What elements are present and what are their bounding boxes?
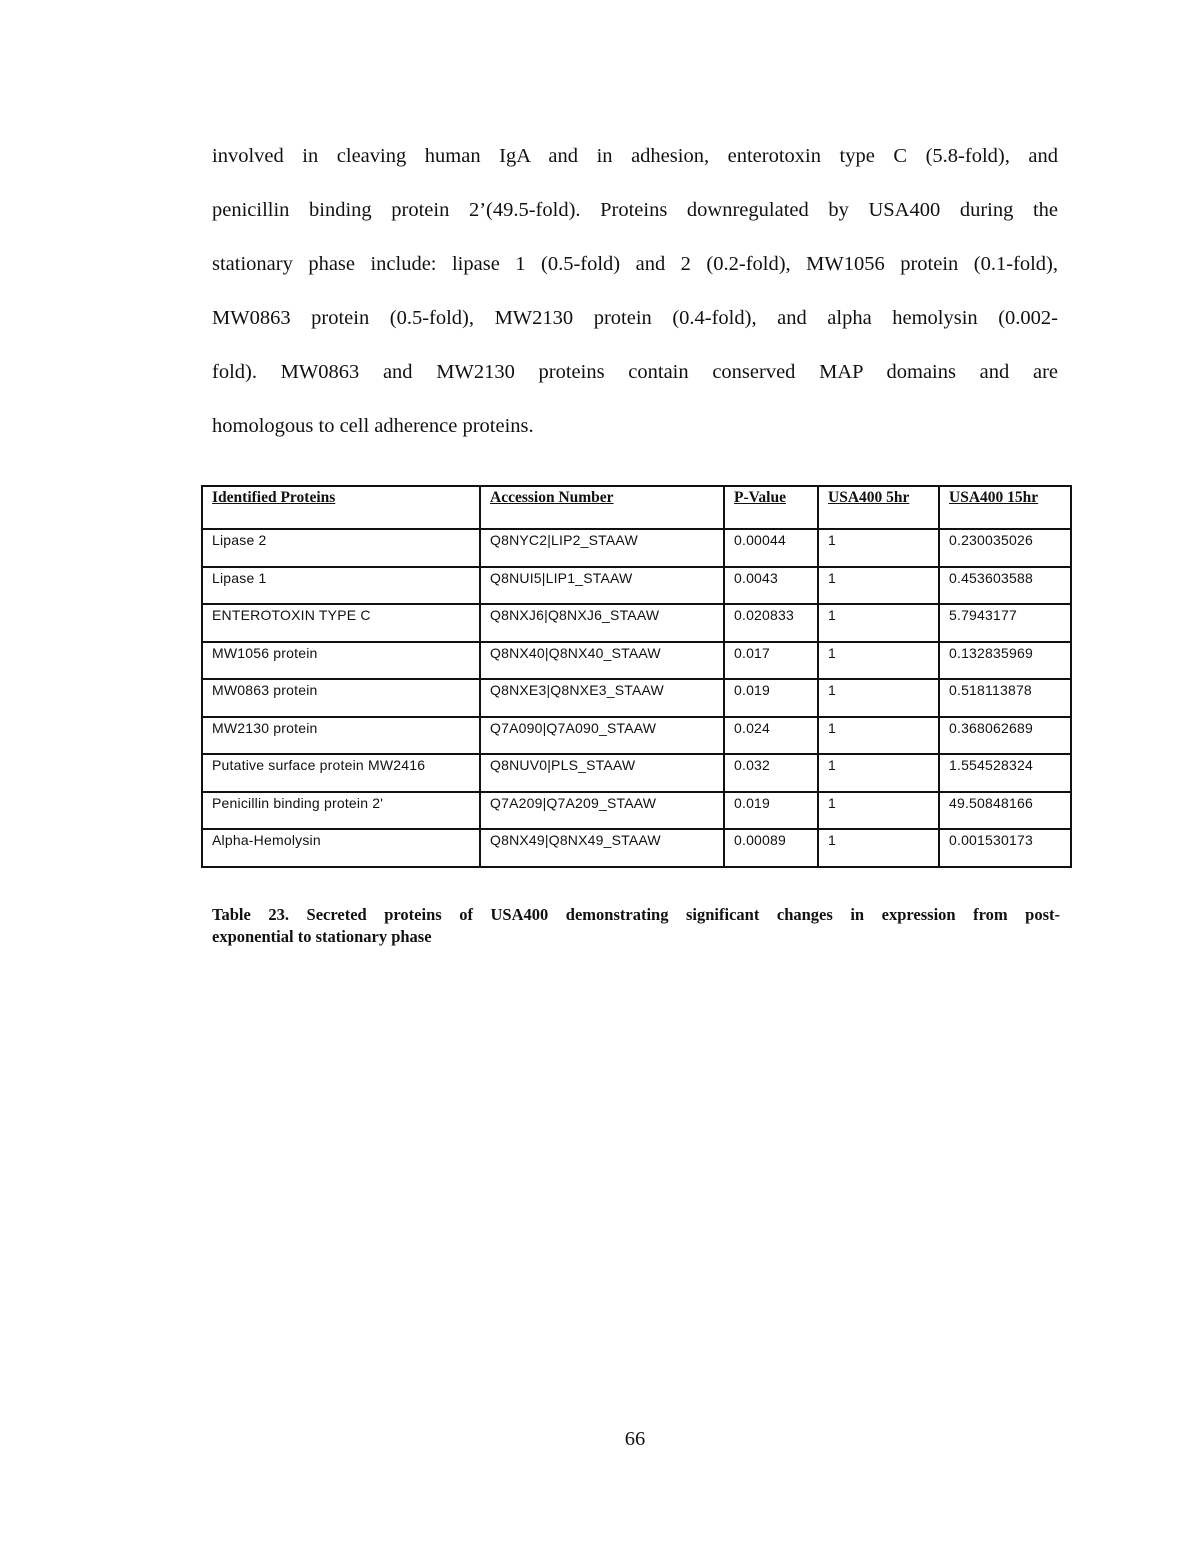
protein-name-cell: Putative surface protein MW2416 bbox=[202, 754, 480, 792]
accession-number-cell: Q8NXE3|Q8NXE3_STAAW bbox=[480, 679, 724, 717]
usa400-15hr-cell: 1.554528324 bbox=[939, 754, 1071, 792]
p-value-cell: 0.0043 bbox=[724, 567, 818, 605]
table-body bbox=[202, 529, 1071, 867]
usa400-5hr-cell: 1 bbox=[818, 642, 939, 680]
accession-number-cell: Q7A090|Q7A090_STAAW bbox=[480, 717, 724, 755]
protein-name-cell: MW0863 protein bbox=[202, 679, 480, 717]
usa400-15hr-cell: 0.368062689 bbox=[939, 717, 1071, 755]
usa400-15hr-cell: 0.001530173 bbox=[939, 829, 1071, 867]
column-header-usa400-5hr: USA400 5hr bbox=[818, 486, 939, 529]
column-header-usa400-15hr: USA400 15hr bbox=[939, 486, 1071, 529]
usa400-15hr-cell: 0.453603588 bbox=[939, 567, 1071, 605]
paragraph-line: homologous to cell adherence proteins. bbox=[212, 415, 534, 437]
protein-name-cell: MW2130 protein bbox=[202, 717, 480, 755]
column-header-identified-proteins: Identified Proteins bbox=[202, 486, 480, 529]
column-header-accession-number: Accession Number bbox=[480, 486, 724, 529]
protein-name-cell: Alpha-Hemolysin bbox=[202, 829, 480, 867]
table-header-row bbox=[202, 486, 1071, 529]
body-paragraph bbox=[212, 137, 1058, 461]
usa400-5hr-cell: 1 bbox=[818, 604, 939, 642]
table-row bbox=[202, 529, 1071, 567]
usa400-5hr-cell: 1 bbox=[818, 679, 939, 717]
table-row bbox=[202, 604, 1071, 642]
usa400-5hr-cell: 1 bbox=[818, 529, 939, 567]
accession-number-cell: Q8NX40|Q8NX40_STAAW bbox=[480, 642, 724, 680]
table-row bbox=[202, 567, 1071, 605]
usa400-15hr-cell: 0.518113878 bbox=[939, 679, 1071, 717]
usa400-15hr-cell: 0.132835969 bbox=[939, 642, 1071, 680]
accession-number-cell: Q8NX49|Q8NX49_STAAW bbox=[480, 829, 724, 867]
usa400-5hr-cell: 1 bbox=[818, 829, 939, 867]
usa400-5hr-cell: 1 bbox=[818, 567, 939, 605]
table-row bbox=[202, 754, 1071, 792]
p-value-cell: 0.00044 bbox=[724, 529, 818, 567]
secreted-proteins-table bbox=[201, 485, 1072, 868]
usa400-5hr-cell: 1 bbox=[818, 717, 939, 755]
table-row bbox=[202, 717, 1071, 755]
paragraph-line: involved in cleaving human IgA and in adhesion, enterotoxin type C (5.8-fold), and bbox=[212, 145, 1058, 167]
p-value-cell: 0.019 bbox=[724, 679, 818, 717]
table-row bbox=[202, 792, 1071, 830]
table-row bbox=[202, 642, 1071, 680]
caption-line: Table 23. Secreted proteins of USA400 demonstrating significant changes in expression from post- bbox=[212, 905, 1060, 924]
table-row bbox=[202, 829, 1071, 867]
paragraph-line: stationary phase include: lipase 1 (0.5-fold) and 2 (0.2-fold), MW1056 protein (0.1-fold), bbox=[212, 253, 1058, 275]
protein-name-cell: MW1056 protein bbox=[202, 642, 480, 680]
p-value-cell: 0.032 bbox=[724, 754, 818, 792]
accession-number-cell: Q7A209|Q7A209_STAAW bbox=[480, 792, 724, 830]
table-row bbox=[202, 679, 1071, 717]
paragraph-line: penicillin binding protein 2’(49.5-fold). Proteins downregulated by USA400 during the bbox=[212, 199, 1058, 221]
table-caption bbox=[212, 904, 1060, 948]
paragraph-line: fold). MW0863 and MW2130 proteins contain conserved MAP domains and are bbox=[212, 361, 1058, 383]
page-number: 66 bbox=[624, 1428, 646, 1450]
accession-number-cell: Q8NXJ6|Q8NXJ6_STAAW bbox=[480, 604, 724, 642]
p-value-cell: 0.020833 bbox=[724, 604, 818, 642]
protein-name-cell: ENTEROTOXIN TYPE C bbox=[202, 604, 480, 642]
accession-number-cell: Q8NUV0|PLS_STAAW bbox=[480, 754, 724, 792]
p-value-cell: 0.019 bbox=[724, 792, 818, 830]
protein-name-cell: Lipase 1 bbox=[202, 567, 480, 605]
usa400-15hr-cell: 5.7943177 bbox=[939, 604, 1071, 642]
p-value-cell: 0.024 bbox=[724, 717, 818, 755]
accession-number-cell: Q8NUI5|LIP1_STAAW bbox=[480, 567, 724, 605]
caption-line: exponential to stationary phase bbox=[212, 927, 432, 946]
protein-name-cell: Lipase 2 bbox=[202, 529, 480, 567]
p-value-cell: 0.017 bbox=[724, 642, 818, 680]
usa400-5hr-cell: 1 bbox=[818, 754, 939, 792]
accession-number-cell: Q8NYC2|LIP2_STAAW bbox=[480, 529, 724, 567]
usa400-5hr-cell: 1 bbox=[818, 792, 939, 830]
usa400-15hr-cell: 0.230035026 bbox=[939, 529, 1071, 567]
column-header-p-value: P-Value bbox=[724, 486, 818, 529]
p-value-cell: 0.00089 bbox=[724, 829, 818, 867]
protein-name-cell: Penicillin binding protein 2' bbox=[202, 792, 480, 830]
usa400-15hr-cell: 49.50848166 bbox=[939, 792, 1071, 830]
paragraph-line: MW0863 protein (0.5-fold), MW2130 protein (0.4-fold), and alpha hemolysin (0.002- bbox=[212, 307, 1058, 329]
